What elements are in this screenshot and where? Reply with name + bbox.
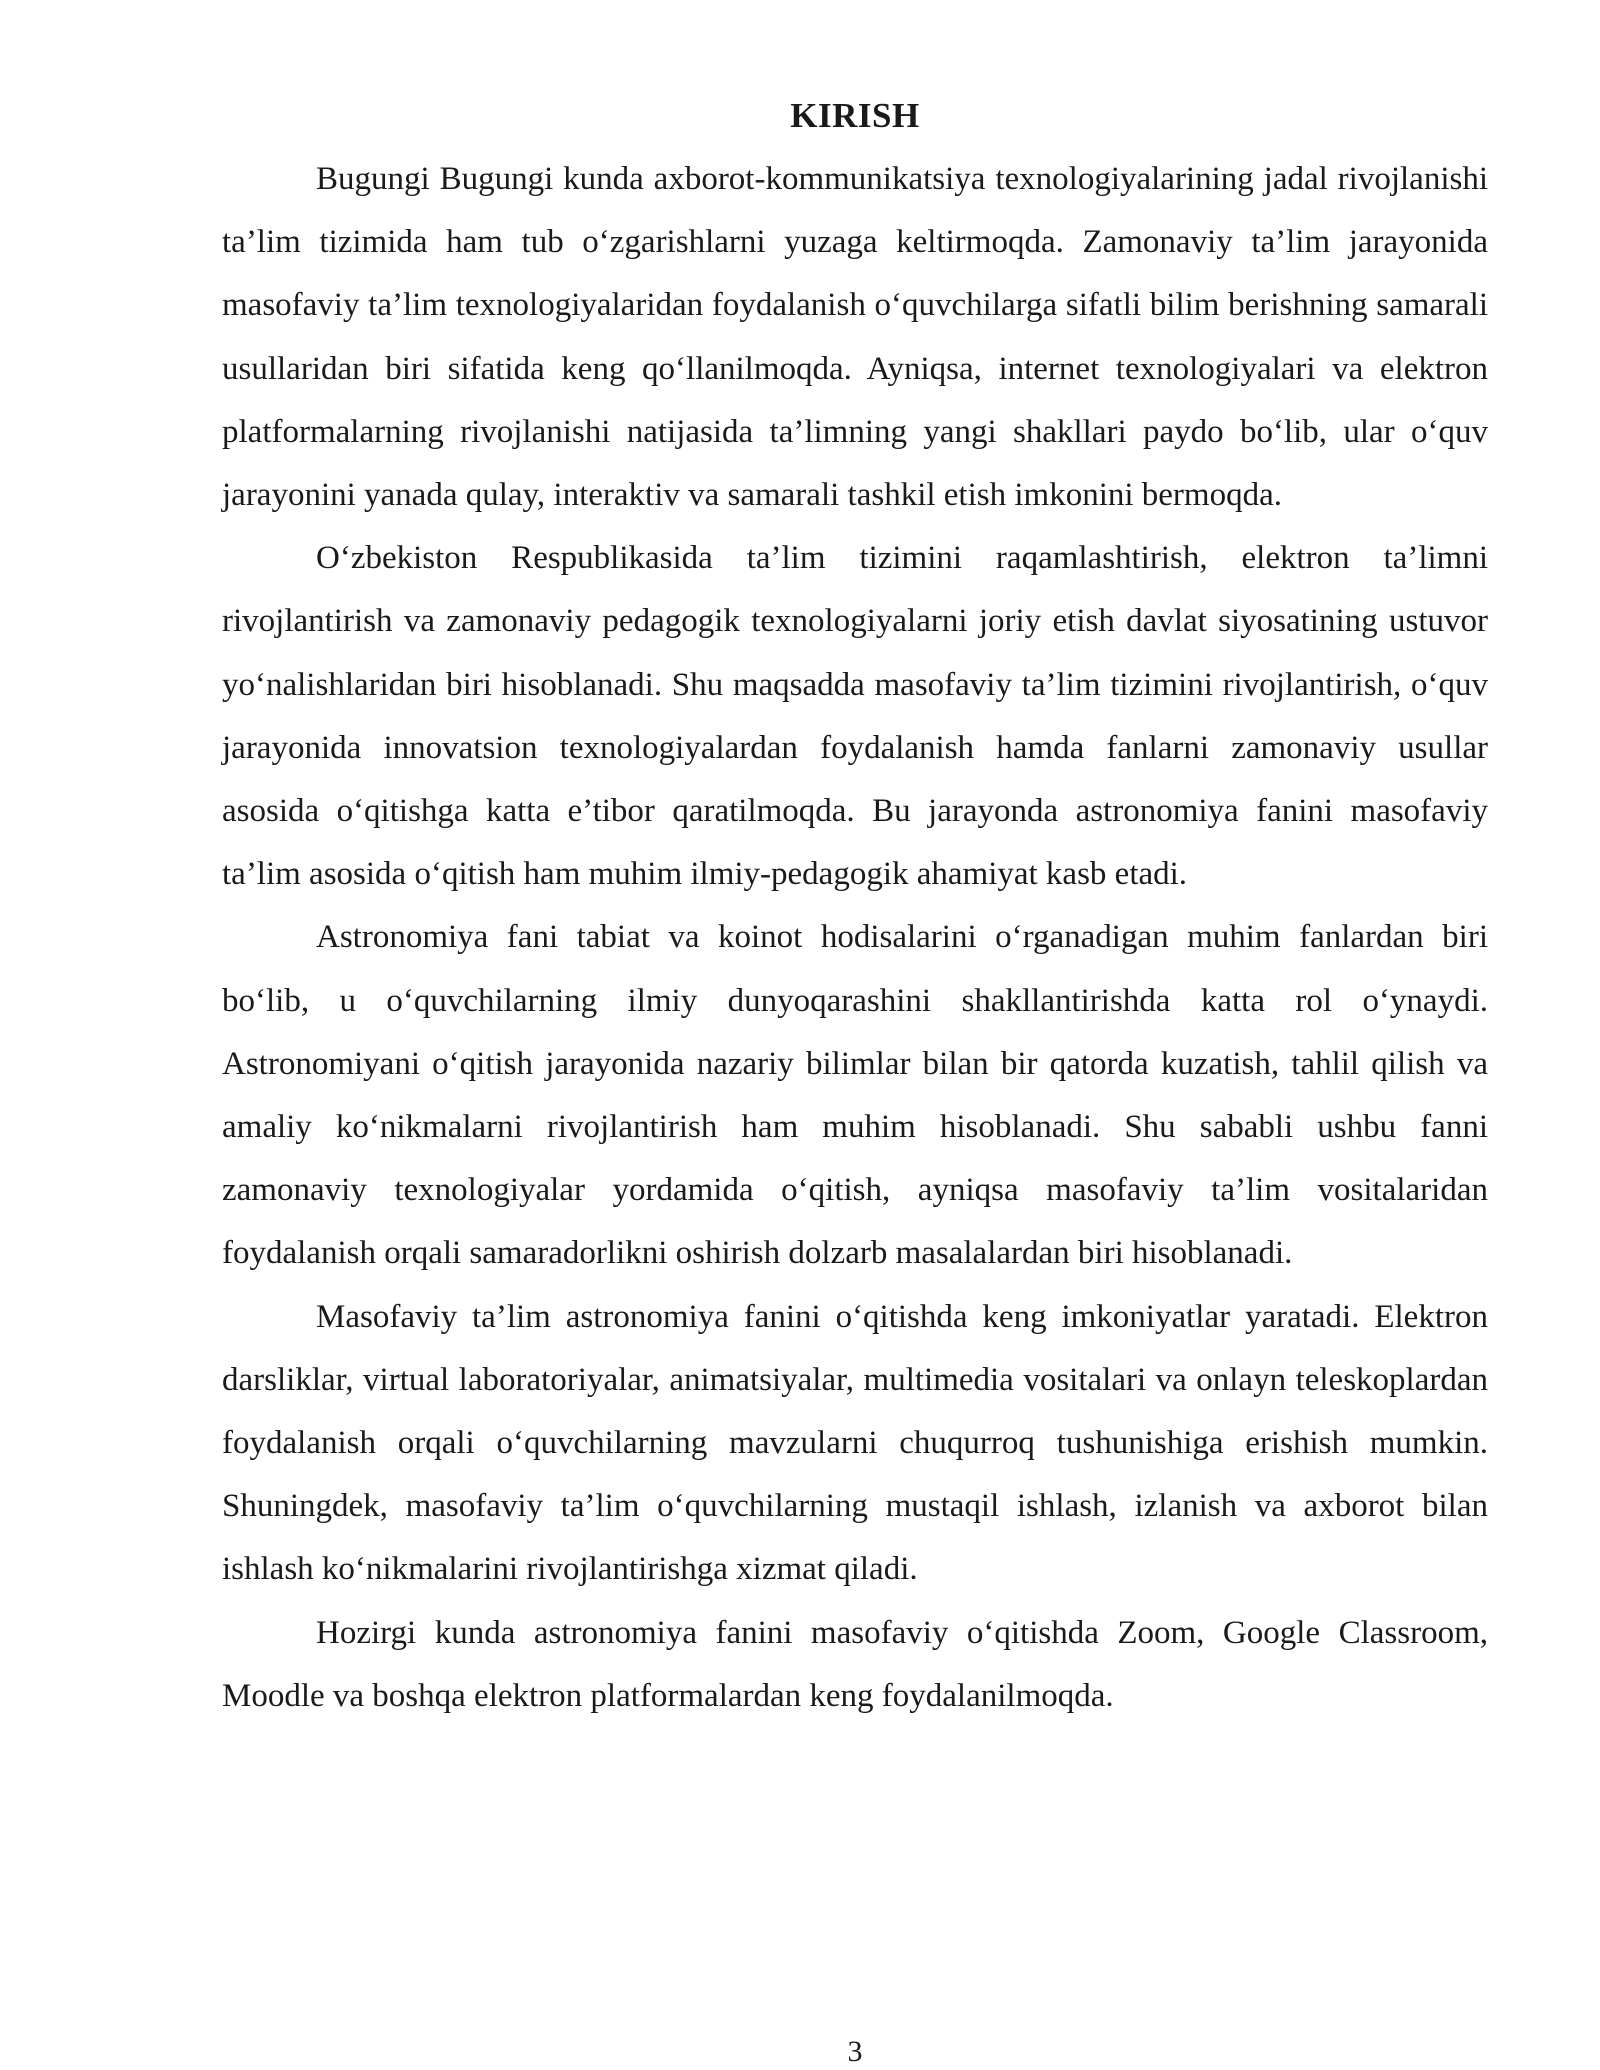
paragraph: Masofaviy ta’lim astronomiya fanini o‘qitishda keng imkoniyatlar yaratadi. Elektron darsliklar, virtual laboratoriyalar, animatsiyalar, multimedia vositalari va onlayn teleskoplardan foydalanish orqali o‘quvchilarning mavzularni chuqurroq tushunishiga erishish mumkin. Shuningdek, masofaviy ta’lim o‘quvchilarning mustaqil ishlash, izlanish va axborot bilan ishlash ko‘nikmalarini rivojlantirishga xizmat qiladi. bbox=[222, 1298, 1488, 1588]
paragraph: Hozirgi kunda astronomiya fanini masofaviy o‘qitishda Zoom, Google Classroom, Moodle va boshqa elektron platformalardan keng foydalanilmoqda. bbox=[222, 1614, 1488, 1714]
paragraph: Bugungi Bugungi kunda axborot-kommunikatsiya texnologiyalarining jadal rivojlanishi ta’lim tizimida ham tub o‘zgarishlarni yuzaga keltirmoqda. Zamonaviy ta’lim jarayonida masofaviy ta’lim texnologiyalaridan foydalanish o‘quvchilarga sifatli bilim berishning samarali usullaridan biri sifatida keng qo‘llanilmoqda. Ayniqsa, internet texnologiyalari va elektron platformalarning rivojlanishi natijasida ta’limning yangi shakllari paydo bo‘lib, ular o‘quv jarayonini yanada qulay, interaktiv va samarali tashkil etish imkonini bermoqda. bbox=[222, 161, 1488, 514]
section-heading: KIRISH bbox=[790, 96, 920, 135]
body-text bbox=[222, 148, 1488, 1728]
page-number: 3 bbox=[847, 2035, 863, 2068]
paragraph: O‘zbekiston Respublikasida ta’lim tizimini raqamlashtirish, elektron ta’limni rivojlantirish va zamonaviy pedagogik texnologiyalarni joriy etish davlat siyosatining ustuvor yo‘nalishlaridan biri hisoblanadi. Shu maqsadda masofaviy ta’lim tizimini rivojlantirish, o‘quv jarayonida innovatsion texnologiyalardan foydalanish hamda fanlarni zamonaviy usullar asosida o‘qitishga katta e’tibor qaratilmoqda. Bu jarayonda astronomiya fanini masofaviy ta’lim asosida o‘qitish ham muhim ilmiy-pedagogik ahamiyat kasb etadi. bbox=[222, 540, 1488, 893]
paragraph: Astronomiya fani tabiat va koinot hodisalarini o‘rganadigan muhim fanlardan biri bo‘lib, u o‘quvchilarning ilmiy dunyoqarashini shakllantirishda katta rol o‘ynaydi. Astronomiyani o‘qitish jarayonida nazariy bilimlar bilan bir qatorda kuzatish, tahlil qilish va amaliy ko‘nikmalarni rivojlantirish ham muhim hisoblanadi. Shu sababli ushbu fanni zamonaviy texnologiyalar yordamida o‘qitish, ayniqsa masofaviy ta’lim vositalaridan foydalanish orqali samaradorlikni oshirish dolzarb masalalardan biri hisoblanadi. bbox=[222, 919, 1488, 1272]
